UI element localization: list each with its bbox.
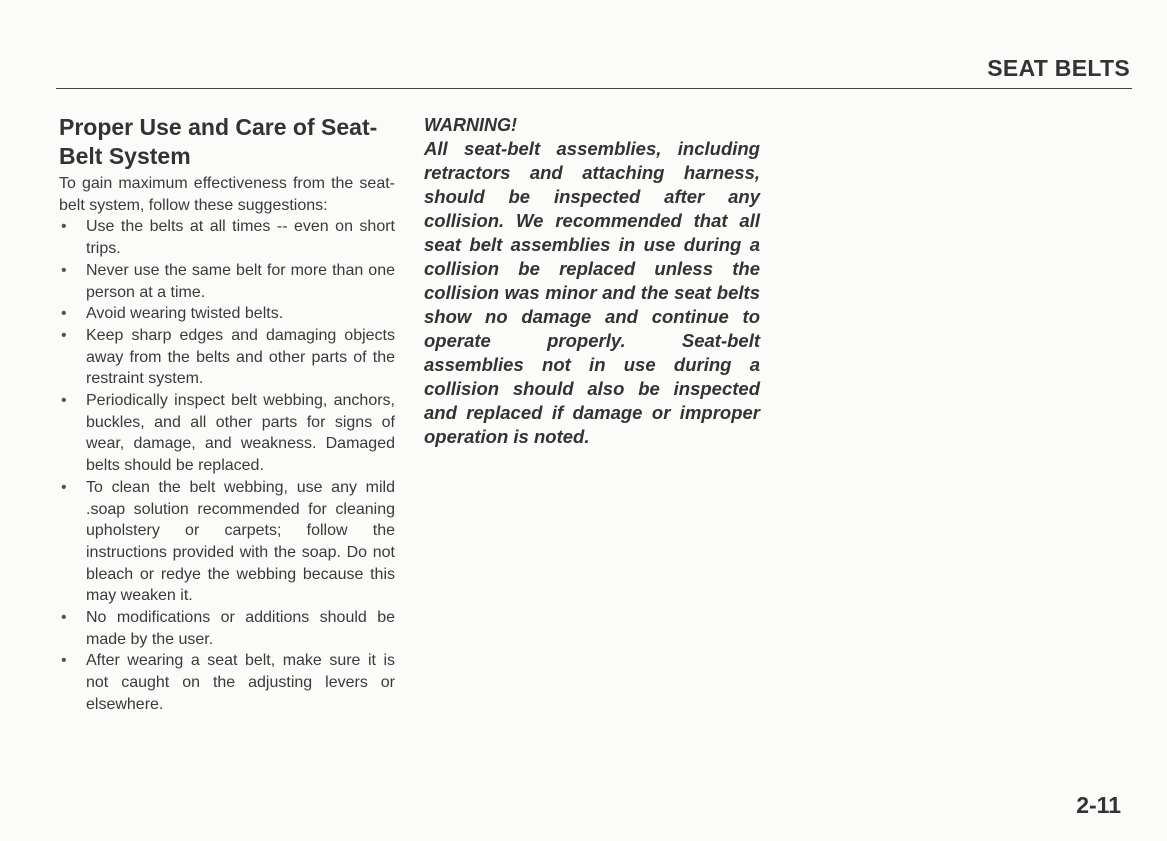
list-item-text: No modifications or additions should be made by the user. [86,609,395,648]
warning-box [424,113,760,449]
list-item-text: After wearing a seat belt, make sure it is not caught on the adjusting levers or elsewhere. [86,652,395,713]
bullet-icon: • [61,478,67,496]
bullet-icon: • [61,652,67,670]
list-item-text: To clean the belt webbing, use any mild .soap solution recommended for cleaning upholstery or carpets; follow the instructions provided with the soap. Do not bleach or redye the webbing because this may weaken it. [86,478,395,605]
page-header-title: SEAT BELTS [987,55,1130,81]
suggestion-list [59,216,395,715]
list-item [59,303,395,325]
section-intro: To gain maximum effectiveness from the seat-belt system, follow these suggestions: [59,175,395,214]
warning-text: All seat-belt assemblies, including retractors and attaching harness, should be inspected after any collision. We recommended that all seat belt assemblies in use during a collision be replaced unless the collision was minor and the seat belts show no damage and continue to operate properly. Seat-belt assemblies not in use during a collision should also be inspected and replaced if damage or improper operation is noted. [424,138,760,447]
list-item-text: Never use the same belt for more than one person at a time. [86,261,395,301]
list-item-text: Avoid wearing twisted belts. [86,305,284,323]
bullet-icon: • [61,326,67,344]
bullet-icon: • [61,261,67,279]
section-title: Proper Use and Care of Seat-Belt System [59,114,378,169]
warning-title: WARNING! [424,115,517,135]
list-item [59,477,395,607]
care-section [59,113,395,716]
bullet-icon: • [61,609,67,627]
list-item [59,260,395,303]
page-number: 2-11 [1076,792,1121,818]
list-item [59,607,395,650]
list-item [59,650,395,715]
bullet-icon: • [61,305,67,323]
list-item [59,216,395,259]
list-item-text: Keep sharp edges and damaging objects away from the belts and other parts of the restraint system. [86,326,395,388]
list-item [59,325,395,390]
list-item [59,390,395,477]
bullet-icon: • [61,218,67,236]
bullet-icon: • [61,392,67,410]
header-rule [56,88,1132,89]
list-item-text: Periodically inspect belt webbing, anchors, buckles, and all other parts for signs of wear, damage, and weakness. Damaged belts should be replaced. [86,392,395,475]
list-item-text: Use the belts at all times -- even on short trips. [86,218,395,258]
